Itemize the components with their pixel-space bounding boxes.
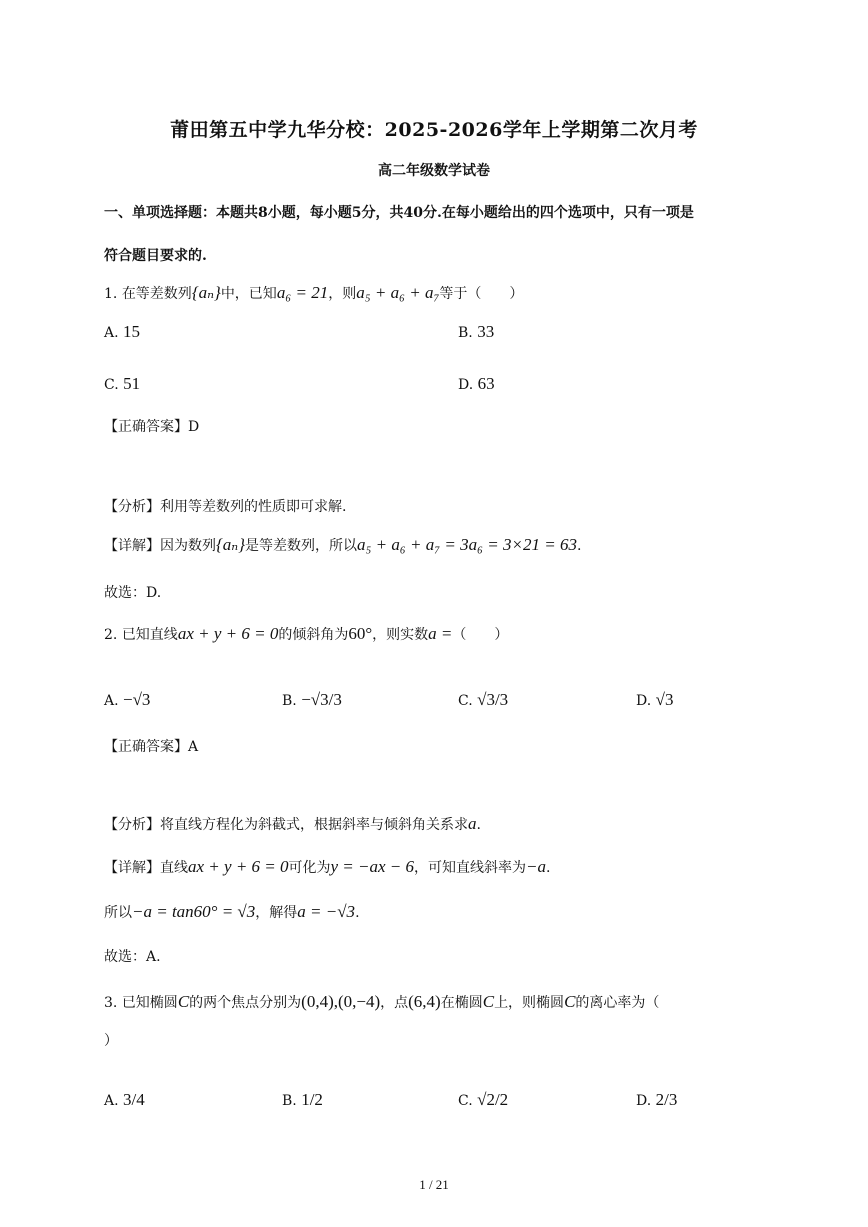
q1-answer: 【正确答案】D (104, 419, 200, 435)
q1-conclusion: 故选：D. (104, 585, 162, 601)
q1-option-b[interactable]: B. 33 (458, 322, 495, 341)
section-heading-line2: 符合题目要求的. (104, 248, 207, 264)
q2-option-d[interactable]: D. √3 (636, 690, 674, 709)
q3-option-c[interactable]: C. √2/2 (458, 1090, 509, 1109)
q3-option-a[interactable]: A. 3/4 (104, 1090, 145, 1109)
q3-option-b[interactable]: B. 1/2 (282, 1090, 323, 1109)
question-number: 1. (104, 286, 118, 302)
q2-answer: 【正确答案】A (104, 739, 199, 755)
q2-detail: 【详解】直线ax + y + 6 = 0可化为y = −ax − 6，可知直线斜率为−a. (104, 857, 551, 876)
section-heading-line1: 一、单项选择题：本题共8小题，每小题5分，共40分.在每小题给出的四个选项中，只有一项是 (104, 205, 694, 221)
q1-detail: 【详解】因为数列{aₙ}是等差数列，所以a₅ + a₆ + a₇ = 3a₆ = 3×21 = 63. (104, 535, 582, 554)
q2-option-b[interactable]: B. −√3/3 (282, 690, 342, 709)
q2-conclusion: 故选：A. (104, 949, 161, 965)
q1-option-d[interactable]: D. 63 (458, 374, 495, 393)
question-2-stem: 2. 已知直线ax + y + 6 = 0的倾斜角为60°，则实数a =（ ） (104, 624, 509, 643)
page-title: 莆田第五中学九华分校：2025-2026学年上学期第二次月考 (170, 119, 698, 141)
q2-step: 所以−a = tan60° = √3，解得a = −√3. (104, 902, 360, 921)
q1-analysis: 【分析】利用等差数列的性质即可求解. (104, 499, 347, 515)
q2-option-a[interactable]: A. −√3 (104, 690, 151, 709)
q2-analysis: 【分析】将直线方程化为斜截式，根据斜率与倾斜角关系求a. (104, 814, 481, 833)
question-1-stem: 1. 在等差数列{aₙ}中，已知a₆ = 21，则a₅ + a₆ + a₇等于（ ） (104, 283, 524, 302)
page-number: 1 / 21 (419, 1177, 449, 1192)
q1-option-a[interactable]: A. 15 (104, 322, 141, 341)
q3-option-d[interactable]: D. 2/3 (636, 1090, 678, 1109)
q1-option-c[interactable]: C. 51 (104, 374, 141, 393)
question-3-stem: 3. 已知椭圆C的两个焦点分别为(0,4),(0,−4)，点(6,4)在椭圆C上，则椭圆C的离心率为（ (104, 992, 660, 1011)
q2-option-c[interactable]: C. √3/3 (458, 690, 509, 709)
question-3-stem-cont: ） (104, 1033, 118, 1049)
math-expression: a₅ + a₆ + a₇ (356, 283, 440, 302)
page-subtitle: 高二年级数学试卷 (378, 163, 490, 179)
math-condition: a₆ = 21 (276, 283, 329, 302)
math-sequence: {aₙ} (191, 283, 221, 302)
